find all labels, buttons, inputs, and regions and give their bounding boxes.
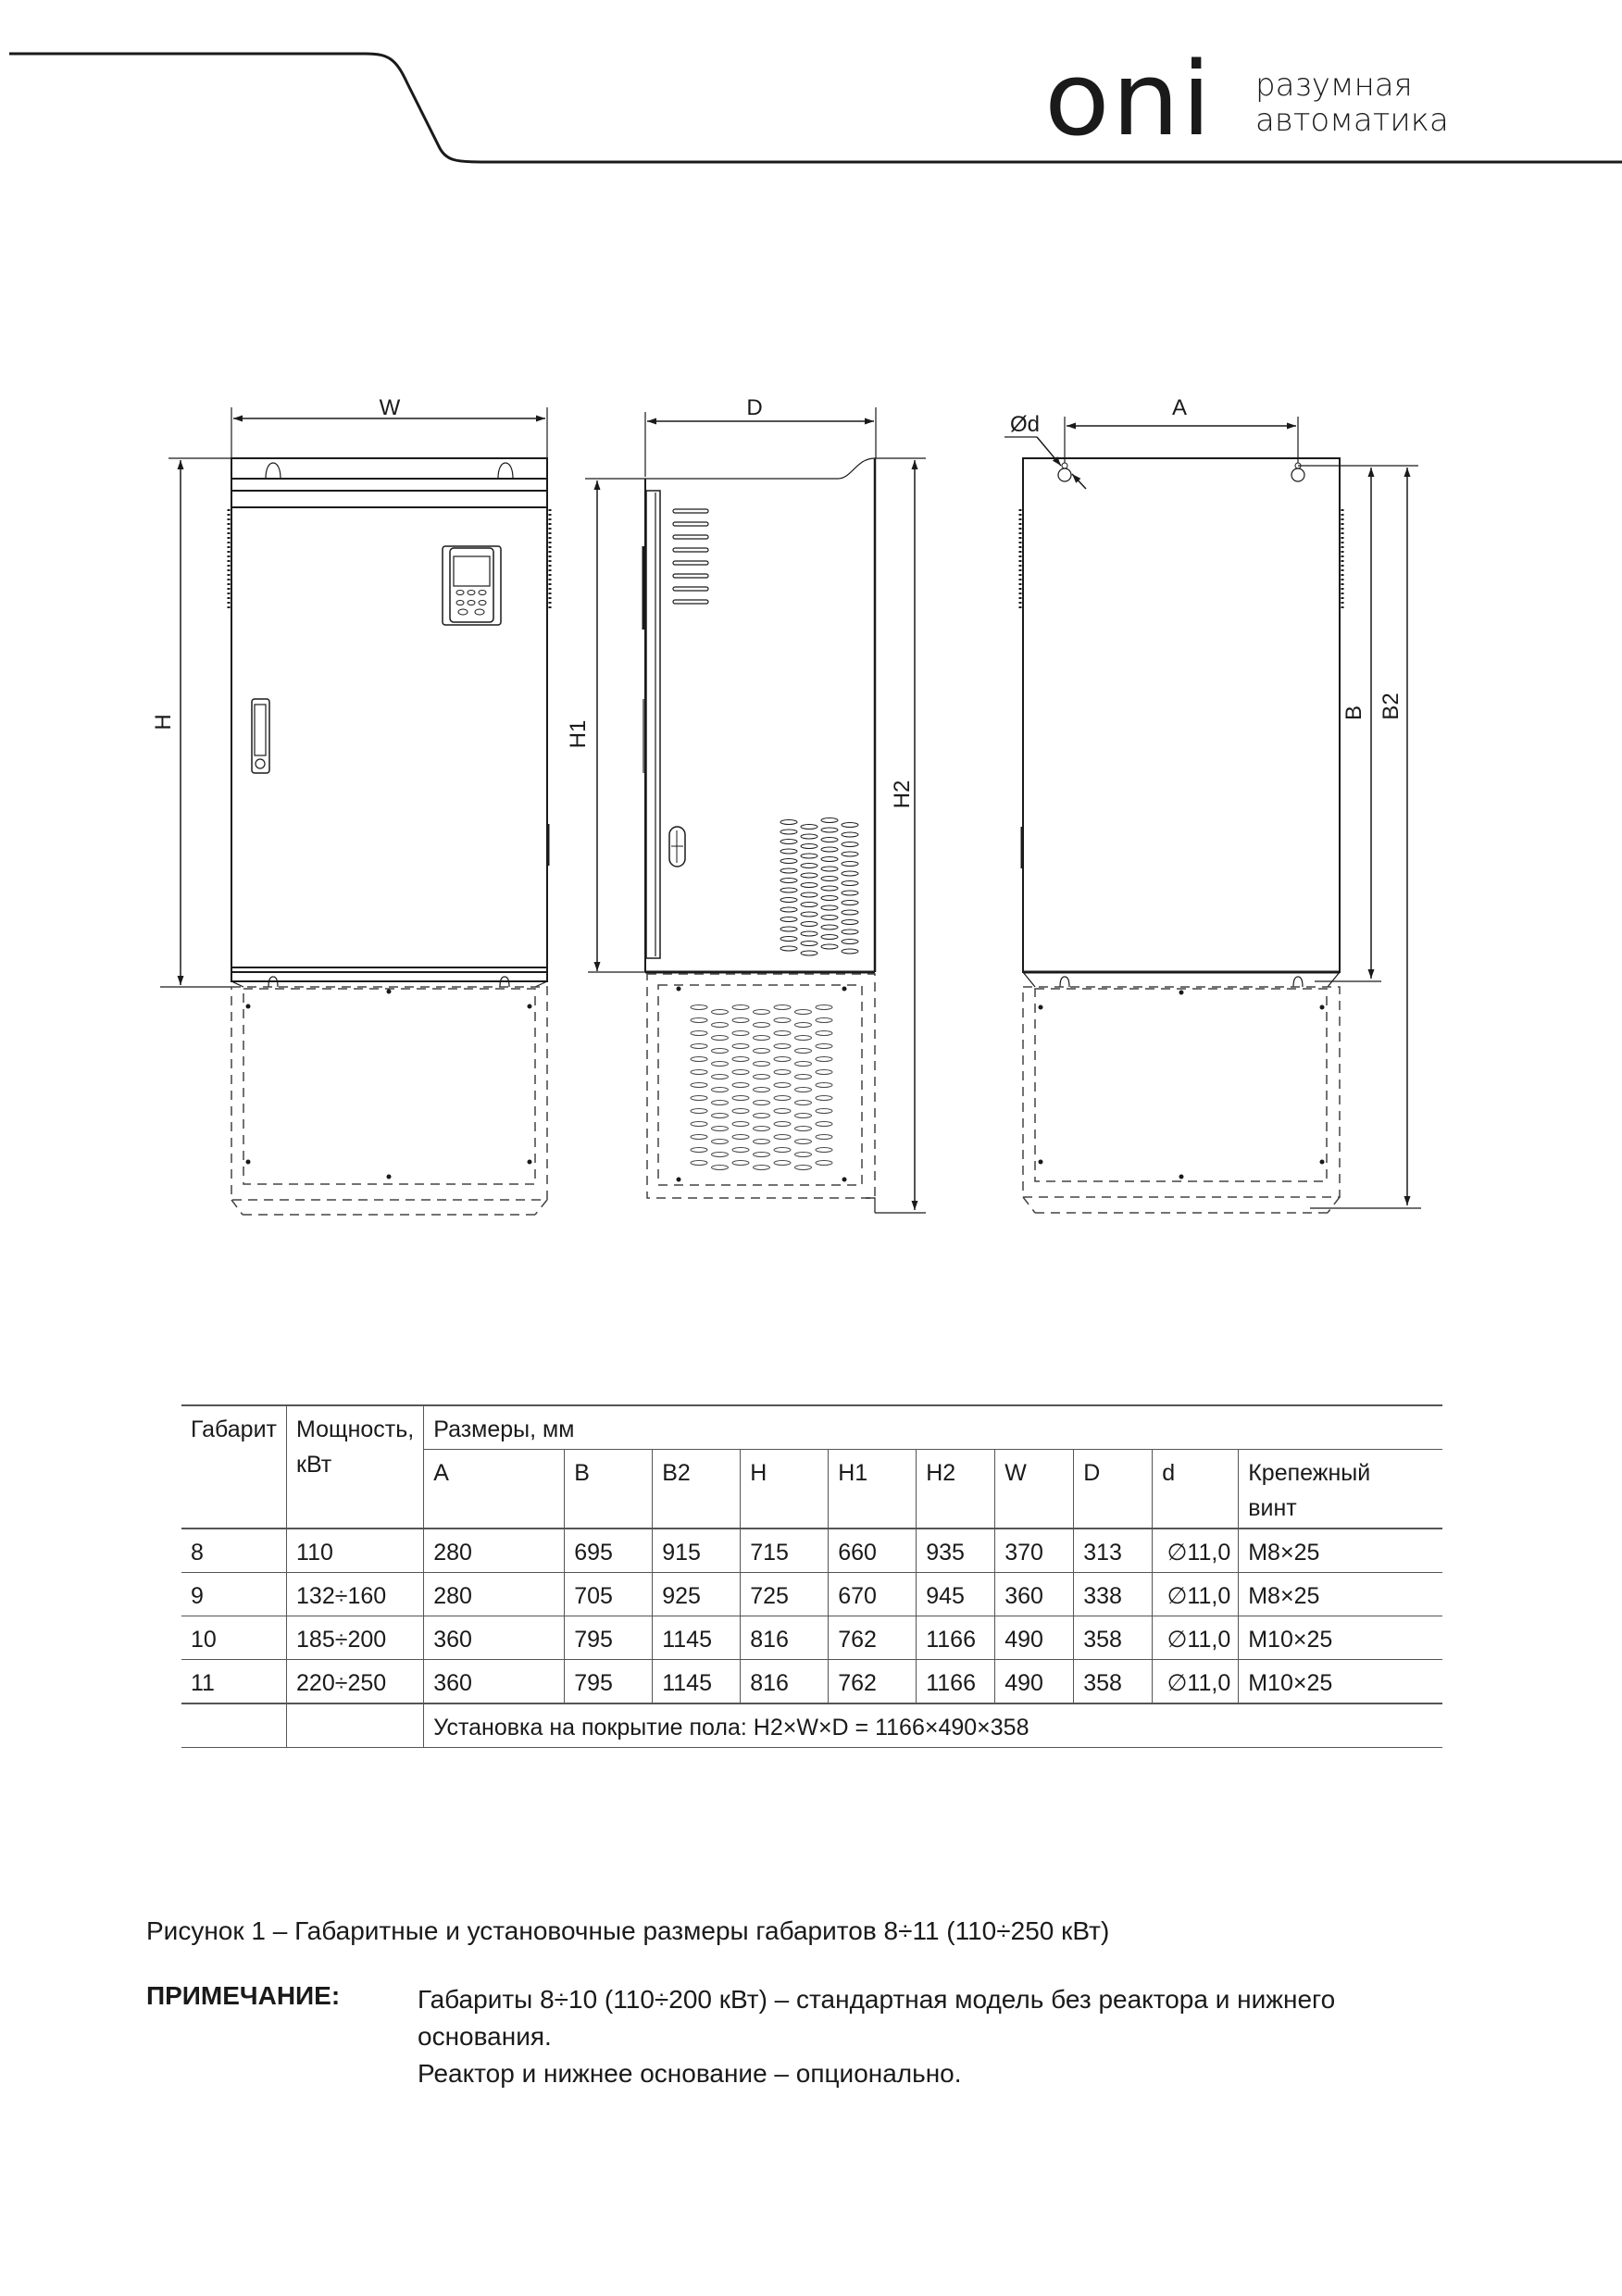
- cell-h: 816: [741, 1616, 829, 1660]
- vent-slot: [821, 877, 838, 881]
- cell-b2: 1145: [653, 1616, 741, 1660]
- header-col-hole-d: d: [1153, 1450, 1239, 1529]
- vent-slot: [774, 1148, 791, 1153]
- vent-slot: [780, 859, 797, 864]
- vent-slot: [795, 1114, 812, 1118]
- vent-slot: [712, 1036, 729, 1041]
- cell-b2: 1145: [653, 1660, 741, 1704]
- vent-slot: [732, 1122, 749, 1127]
- vent-slot: [816, 1161, 832, 1166]
- cell-frame: 8: [181, 1529, 287, 1573]
- vent-slot: [691, 1109, 707, 1114]
- vent-slot: [691, 1122, 707, 1127]
- table-row: [181, 1660, 1442, 1704]
- header-col-a: A: [424, 1450, 565, 1529]
- vent-slot: [754, 1088, 770, 1092]
- header-col-h1: H1: [829, 1450, 917, 1529]
- vent-slot: [732, 1018, 749, 1023]
- vent-slot: [821, 867, 838, 871]
- vent-slot: [780, 907, 797, 912]
- vent-slot: [754, 1023, 770, 1028]
- cell-a: 280: [424, 1529, 565, 1573]
- vent-slot: [774, 1083, 791, 1088]
- vent-slot: [754, 1140, 770, 1144]
- header-col-h2: H2: [917, 1450, 995, 1529]
- vent-slot: [712, 1127, 729, 1131]
- vent-slot: [816, 1096, 832, 1101]
- vent-slot: [732, 1135, 749, 1140]
- vent-slot: [774, 1005, 791, 1010]
- vent-slot: [795, 1140, 812, 1144]
- vent-slot: [774, 1122, 791, 1127]
- tagline-line1: разумная: [1255, 67, 1413, 104]
- vent-slot: [780, 917, 797, 922]
- cell-h1: 660: [829, 1529, 917, 1573]
- cell-b: 695: [565, 1529, 653, 1573]
- vent-slot: [754, 1127, 770, 1131]
- vent-slot: [691, 1096, 707, 1101]
- vent-slot: [821, 916, 838, 920]
- front-view: [160, 407, 550, 1215]
- header-power: [287, 1405, 424, 1529]
- vent-slot: [821, 857, 838, 862]
- vent-slot: [801, 834, 817, 839]
- vent-slot: [801, 922, 817, 927]
- cell-b2: 925: [653, 1573, 741, 1616]
- vent-slot: [795, 1127, 812, 1131]
- cell-h: 725: [741, 1573, 829, 1616]
- vent-slot: [774, 1044, 791, 1049]
- vent-slot: [821, 828, 838, 832]
- vent-slot: [801, 825, 817, 830]
- cell-a: 360: [424, 1616, 565, 1660]
- vent-slot: [754, 1062, 770, 1067]
- header-screw-line1: Крепежный: [1248, 1460, 1371, 1486]
- cell-b: 705: [565, 1573, 653, 1616]
- header-screw-line2: винт: [1248, 1495, 1297, 1521]
- vent-slot: [816, 1148, 832, 1153]
- vent-slot: [795, 1010, 812, 1015]
- vent-slot: [842, 881, 858, 886]
- vent-slot: [732, 1083, 749, 1088]
- cell-power: 220÷250: [287, 1660, 424, 1704]
- tagline-line2: автоматика: [1255, 102, 1449, 139]
- dimensions-table: [181, 1404, 1442, 1748]
- dim-label-h2: H2: [890, 780, 915, 809]
- vent-slot: [712, 1049, 729, 1054]
- cell-h1: 762: [829, 1660, 917, 1704]
- vent-slot: [821, 886, 838, 891]
- cell-d: 313: [1074, 1529, 1153, 1573]
- vent-slot: [821, 838, 838, 842]
- cell-a: 360: [424, 1660, 565, 1704]
- vent-slot: [816, 1044, 832, 1049]
- vent-slot: [774, 1070, 791, 1075]
- vent-slot: [780, 937, 797, 942]
- cell-power: 110: [287, 1529, 424, 1573]
- vent-slot: [712, 1153, 729, 1157]
- header-col-b2: B2: [653, 1450, 741, 1529]
- vent-slot: [821, 896, 838, 901]
- vent-slot: [732, 1148, 749, 1153]
- vent-slot: [795, 1049, 812, 1054]
- cell-d: 358: [1074, 1616, 1153, 1660]
- header-power-line1: Мощность,: [296, 1416, 415, 1442]
- cell-screw: M10×25: [1239, 1616, 1442, 1660]
- vent-slot: [732, 1044, 749, 1049]
- vent-slot: [754, 1153, 770, 1157]
- vent-slot: [712, 1140, 729, 1144]
- vent-slot: [754, 1114, 770, 1118]
- vent-slot: [842, 832, 858, 837]
- vent-slot: [691, 1148, 707, 1153]
- cell-h1: 762: [829, 1616, 917, 1660]
- note-line2: основания.: [418, 2022, 552, 2051]
- vent-slot: [732, 1005, 749, 1010]
- vent-slot: [842, 940, 858, 944]
- vent-slot: [774, 1031, 791, 1036]
- cell-w: 490: [995, 1660, 1074, 1704]
- header-col-d: D: [1074, 1450, 1153, 1529]
- vent-slot: [801, 912, 817, 917]
- vent-slot: [795, 1101, 812, 1105]
- vent-slot: [712, 1010, 729, 1015]
- vent-slot: [821, 925, 838, 930]
- note-line3: Реактор и нижнее основание – опционально.: [418, 2059, 962, 2088]
- vent-slot: [801, 844, 817, 849]
- cell-w: 370: [995, 1529, 1074, 1573]
- vent-slot: [712, 1114, 729, 1118]
- dim-label-b: B: [1341, 705, 1366, 721]
- vent-slot: [816, 1135, 832, 1140]
- cell-frame: 9: [181, 1573, 287, 1616]
- vent-slot: [754, 1049, 770, 1054]
- vent-slot: [774, 1161, 791, 1166]
- cell-b2: 915: [653, 1529, 741, 1573]
- cell-h2: 1166: [917, 1660, 995, 1704]
- cell-power: 185÷200: [287, 1616, 424, 1660]
- vent-slot: [754, 1101, 770, 1105]
- vent-slot: [732, 1161, 749, 1166]
- cell-frame: 10: [181, 1616, 287, 1660]
- vent-slot: [754, 1075, 770, 1079]
- note-body: [418, 1981, 1436, 2092]
- cell-h: 816: [741, 1660, 829, 1704]
- table-footer-row: [181, 1703, 1442, 1748]
- table-row: [181, 1616, 1442, 1660]
- cell-power: 132÷160: [287, 1573, 424, 1616]
- header-col-w: W: [995, 1450, 1074, 1529]
- vent-slot: [801, 854, 817, 858]
- floor-installation-note: Установка на покрытие пола: H2×W×D = 1166×490×358: [424, 1703, 1442, 1748]
- cell-w: 360: [995, 1573, 1074, 1616]
- cell-screw: M8×25: [1239, 1573, 1442, 1616]
- cell-w: 490: [995, 1616, 1074, 1660]
- dim-label-b2: B2: [1379, 693, 1404, 720]
- cell-h2: 935: [917, 1529, 995, 1573]
- vent-slot: [801, 951, 817, 955]
- vent-slot: [801, 873, 817, 878]
- cell-d: ∅11,0: [1153, 1529, 1239, 1573]
- table-header-row: [181, 1405, 1442, 1450]
- vent-slot: [795, 1075, 812, 1079]
- vent-slot: [816, 1109, 832, 1114]
- cell-frame: 11: [181, 1660, 287, 1704]
- dim-label-d: D: [746, 395, 763, 420]
- cell-screw: M8×25: [1239, 1529, 1442, 1573]
- cell-h2: 945: [917, 1573, 995, 1616]
- vent-slot: [691, 1018, 707, 1023]
- vent-slot: [691, 1031, 707, 1036]
- vent-slot: [816, 1083, 832, 1088]
- vent-slot: [795, 1036, 812, 1041]
- vent-slot: [795, 1023, 812, 1028]
- cell-d: 358: [1074, 1660, 1153, 1704]
- vent-slot: [774, 1109, 791, 1114]
- header-col-h: H: [741, 1450, 829, 1529]
- cell-b: 795: [565, 1660, 653, 1704]
- vent-slot: [816, 1070, 832, 1075]
- vent-slot: [732, 1057, 749, 1062]
- vent-slot: [691, 1057, 707, 1062]
- vent-slot: [712, 1062, 729, 1067]
- vent-slot: [691, 1135, 707, 1140]
- vent-slot: [691, 1005, 707, 1010]
- vent-slot: [712, 1166, 729, 1170]
- vent-slot: [780, 830, 797, 834]
- vent-slot: [816, 1122, 832, 1127]
- vent-slot: [774, 1135, 791, 1140]
- vent-slot: [732, 1031, 749, 1036]
- vent-slot: [842, 901, 858, 905]
- side-view: [585, 407, 926, 1213]
- vent-slot: [754, 1010, 770, 1015]
- vent-slot: [732, 1109, 749, 1114]
- note-line1: Габариты 8÷10 (110÷200 кВт) – стандартная модель без реактора и нижнего: [418, 1985, 1336, 2014]
- vent-slot: [821, 847, 838, 852]
- vent-slot: [712, 1075, 729, 1079]
- vent-slot: [691, 1083, 707, 1088]
- vent-slot: [780, 868, 797, 873]
- vent-slot: [821, 935, 838, 940]
- vent-slot: [780, 946, 797, 951]
- vent-slot: [795, 1153, 812, 1157]
- vent-slot: [801, 931, 817, 936]
- vent-slot: [691, 1070, 707, 1075]
- vent-slot: [691, 1161, 707, 1166]
- vent-slot: [842, 862, 858, 867]
- brand-logo: oni: [1044, 40, 1214, 158]
- dim-label-h1: H1: [566, 719, 591, 749]
- vent-slot: [842, 910, 858, 915]
- vent-slot: [712, 1023, 729, 1028]
- vent-slot: [816, 1018, 832, 1023]
- dim-label-a: A: [1171, 395, 1188, 420]
- vent-slot: [821, 818, 838, 823]
- vent-slot: [780, 840, 797, 844]
- cell-a: 280: [424, 1573, 565, 1616]
- vent-slot: [842, 930, 858, 934]
- cell-d: 338: [1074, 1573, 1153, 1616]
- vent-slot: [712, 1088, 729, 1092]
- dim-label-h: H: [151, 714, 176, 730]
- vent-slot: [732, 1070, 749, 1075]
- vent-slot: [795, 1166, 812, 1170]
- dim-label-w: W: [379, 395, 401, 420]
- vent-slot: [780, 927, 797, 931]
- vent-slot: [780, 898, 797, 903]
- vent-slot: [816, 1005, 832, 1010]
- header-col-screw: [1239, 1450, 1442, 1529]
- vent-slot: [842, 842, 858, 847]
- figure-caption: Рисунок 1 – Габаритные и установочные размеры габаритов 8÷11 (110÷250 кВт): [146, 1916, 1110, 1945]
- dim-label-hole-diameter: Ød: [1009, 412, 1041, 437]
- table-row: [181, 1573, 1442, 1616]
- vent-slot: [774, 1018, 791, 1023]
- vent-slot: [780, 820, 797, 825]
- vent-slot: [732, 1096, 749, 1101]
- vent-slot: [801, 942, 817, 946]
- cell-d: ∅11,0: [1153, 1573, 1239, 1616]
- vent-slot: [821, 905, 838, 910]
- vent-slot: [795, 1062, 812, 1067]
- vent-slot: [774, 1057, 791, 1062]
- rear-view: [1004, 417, 1421, 1213]
- vent-slot: [821, 944, 838, 949]
- vent-slot: [842, 920, 858, 925]
- vent-slot: [801, 892, 817, 897]
- vent-slot: [780, 879, 797, 883]
- vent-slot: [712, 1101, 729, 1105]
- cell-d: ∅11,0: [1153, 1660, 1239, 1704]
- vent-slot: [780, 849, 797, 854]
- header-dims-group: Размеры, мм: [424, 1405, 1442, 1450]
- note-label: ПРИМЕЧАНИЕ:: [146, 1981, 341, 2010]
- vent-slot: [842, 852, 858, 856]
- vent-slot: [754, 1036, 770, 1041]
- cell-h2: 1166: [917, 1616, 995, 1660]
- vent-slot: [754, 1166, 770, 1170]
- vent-slot: [842, 949, 858, 954]
- vent-slot: [842, 891, 858, 895]
- vent-slot: [816, 1031, 832, 1036]
- cell-d: ∅11,0: [1153, 1616, 1239, 1660]
- cell-screw: M10×25: [1239, 1660, 1442, 1704]
- vent-slot: [795, 1088, 812, 1092]
- header-col-b: B: [565, 1450, 653, 1529]
- vent-slot: [801, 883, 817, 888]
- table-row: [181, 1529, 1442, 1573]
- vent-slot: [842, 871, 858, 876]
- vent-slot: [842, 823, 858, 828]
- vent-slot: [774, 1096, 791, 1101]
- vent-slot: [691, 1044, 707, 1049]
- cell-b: 795: [565, 1616, 653, 1660]
- vent-slot: [780, 888, 797, 892]
- vent-slot: [816, 1057, 832, 1062]
- cell-h: 715: [741, 1529, 829, 1573]
- header-power-line2: кВт: [296, 1452, 332, 1478]
- vent-slot: [801, 903, 817, 907]
- vent-slot: [801, 864, 817, 868]
- cell-h1: 670: [829, 1573, 917, 1616]
- header-frame: Габарит: [181, 1405, 287, 1529]
